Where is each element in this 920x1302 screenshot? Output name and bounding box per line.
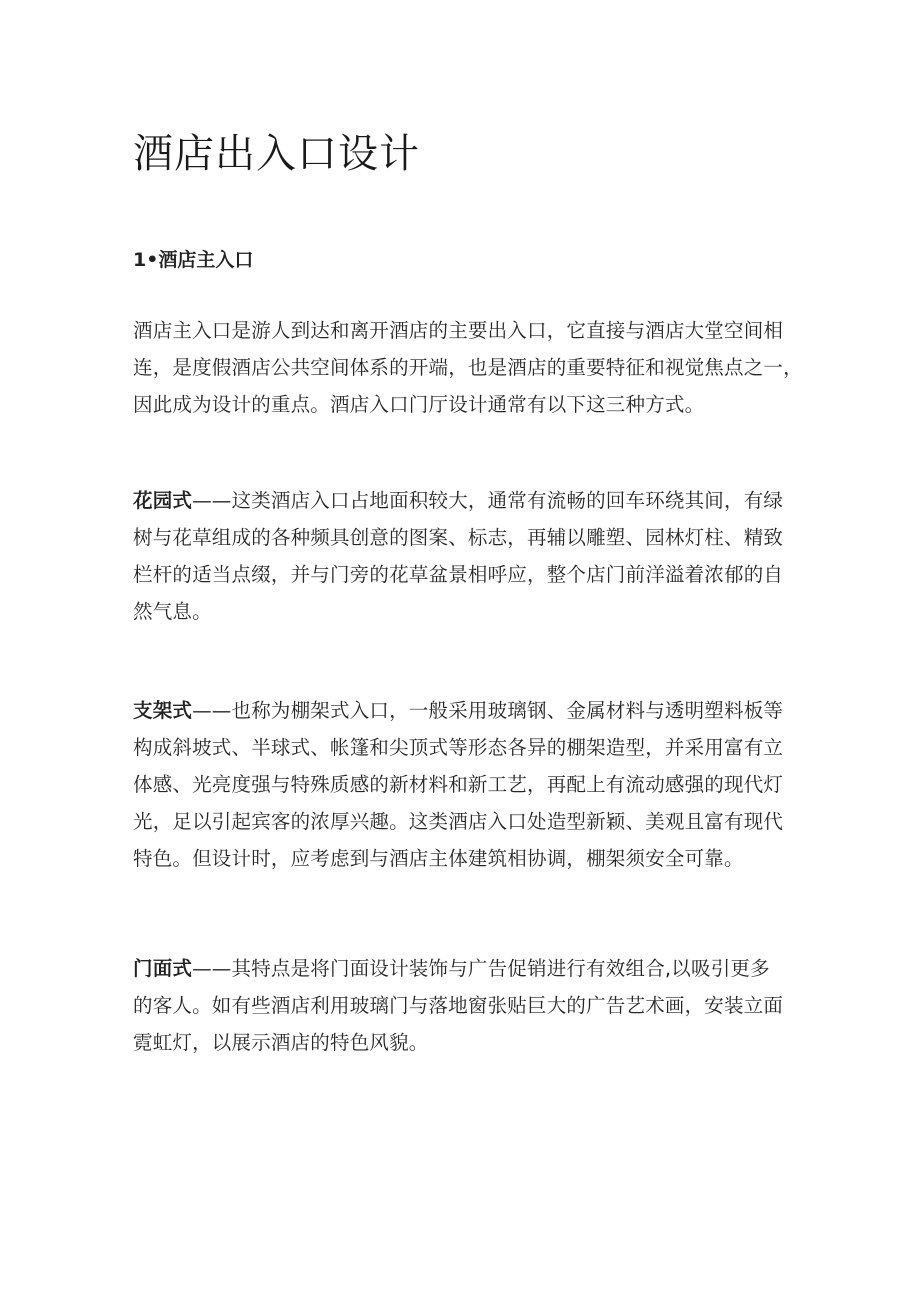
frame-style-paragraph xyxy=(133,692,798,877)
intro-line: 酒店主入口是游人到达和离开酒店的主要出入口，它直接与酒店大堂空间相 xyxy=(133,319,784,342)
facade-style-line xyxy=(133,950,798,987)
document-title: 酒店出入口设计 xyxy=(133,131,420,177)
frame-style-term: 支架式 xyxy=(133,699,193,722)
intro-line: 因此成为设计的重点。酒店入口门厅设计通常有以下这三种方式。 xyxy=(133,393,705,416)
intro-line: 连，是度假酒店公共空间体系的开端，也是酒店的重要特征和视觉焦点之一， xyxy=(133,356,803,379)
frame-style-line: 特色。但设计时，应考虑到与酒店主体建筑相协调，棚架须安全可靠。 xyxy=(133,847,744,870)
garden-style-term: 花园式 xyxy=(133,489,193,512)
garden-style-line: 然气息。 xyxy=(133,600,212,623)
frame-style-text: ——也称为棚架式入口，一般采用玻璃钢、金属材料与透明塑料板等 xyxy=(192,699,784,722)
frame-style-line: 构成斜坡式、半球式、帐篷和尖顶式等形态各异的棚架造型，并采用富有立 xyxy=(133,736,784,759)
facade-style-paragraph xyxy=(133,950,798,1061)
section-heading: 1•酒店主入口 xyxy=(133,249,254,271)
facade-style-term: 门面式 xyxy=(133,957,193,980)
facade-style-text: ——其特点是将门面设计装饰与广告促销进行有效组合,以吸引更多 xyxy=(192,957,770,980)
intro-paragraph xyxy=(133,312,803,423)
garden-style-line: 栏杆的适当点缀，并与门旁的花草盆景相呼应，整个店门前洋溢着浓郁的自 xyxy=(133,563,784,586)
frame-style-line xyxy=(133,692,798,729)
garden-style-text: ——这类酒店入口占地面积较大，通常有流畅的回车环绕其间，有绿 xyxy=(192,489,784,512)
garden-style-line: 树与花草组成的各种频具创意的图案、标志，再辅以雕塑、园林灯柱、精致 xyxy=(133,526,784,549)
frame-style-line: 体感、光亮度强与特殊质感的新材料和新工艺，再配上有流动感强的现代灯 xyxy=(133,773,784,796)
facade-style-line: 的客人。如有些酒店利用玻璃门与落地窗张贴巨大的广告艺术画，安装立面 xyxy=(133,994,784,1017)
frame-style-line: 光，足以引起宾客的浓厚兴趣。这类酒店入口处造型新颖、美观且富有现代 xyxy=(133,810,784,833)
garden-style-paragraph xyxy=(133,482,798,630)
garden-style-line xyxy=(133,482,798,519)
facade-style-line: 霓虹灯，以展示酒店的特色风貌。 xyxy=(133,1031,429,1054)
